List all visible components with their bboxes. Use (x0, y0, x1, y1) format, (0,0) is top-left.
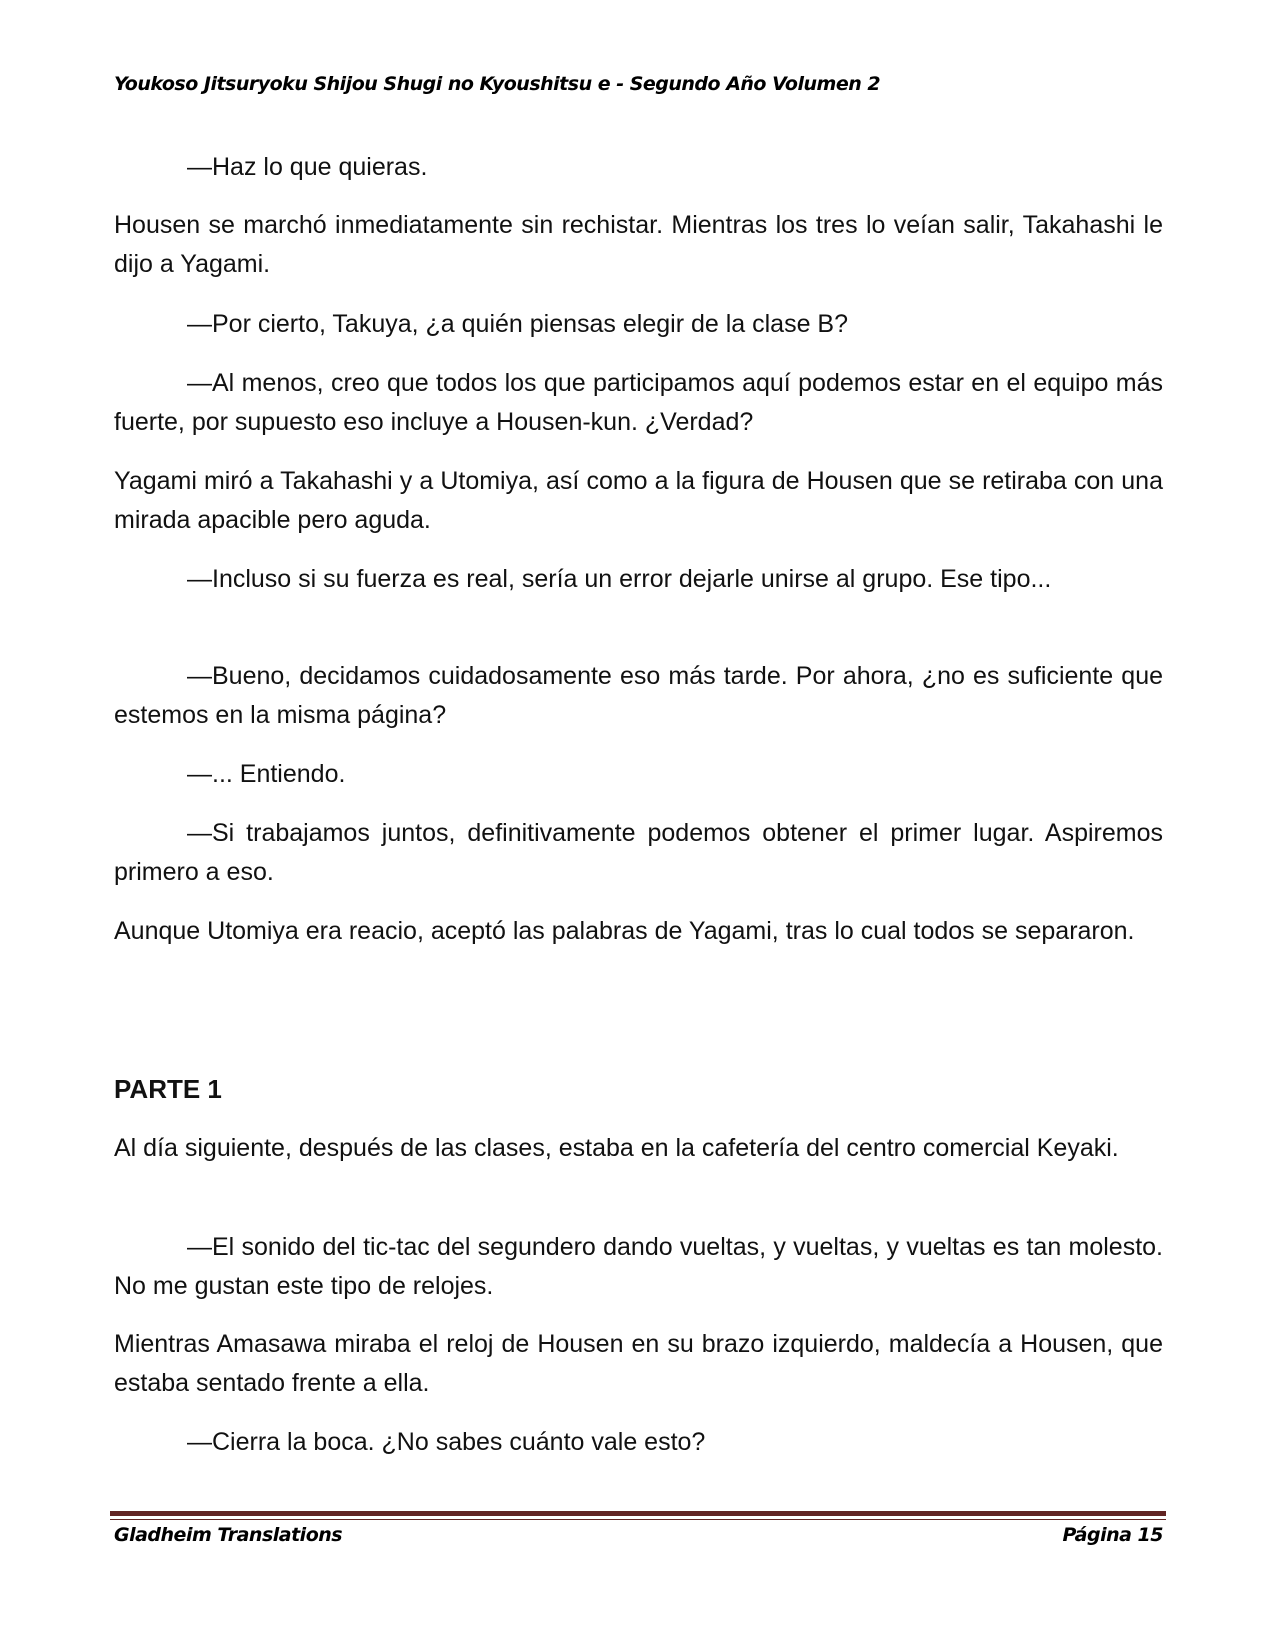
footer-publisher: Gladheim Translations (114, 1524, 343, 1546)
paragraph: Housen se marchó inmediatamente sin rechistar. Mientras los tres lo veían salir, Takahashi le dijo a Yagami. (114, 211, 1163, 278)
paragraph: —... Entiendo. (187, 760, 346, 788)
paragraph: —Cierra la boca. ¿No sabes cuánto vale esto? (187, 1428, 706, 1456)
paragraph: —Haz lo que quieras. (187, 153, 428, 181)
paragraph: —Si trabajamos juntos, definitivamente podemos obtener el primer lugar. Aspiremos primero a eso. (114, 819, 1163, 886)
paragraph: Al día siguiente, después de las clases, estaba en la cafetería del centro comercial Keyaki. (114, 1134, 1119, 1162)
footer-rule-thin (110, 1519, 1166, 1520)
running-header: Youkoso Jitsuryoku Shijou Shugi no Kyoushitsu e - Segundo Año Volumen 2 (114, 73, 881, 95)
paragraph: Yagami miró a Takahashi y a Utomiya, así como a la figura de Housen que se retiraba con una mirada apacible pero aguda. (114, 467, 1163, 534)
paragraph: —El sonido del tic-tac del segundero dando vueltas, y vueltas, y vueltas es tan molesto. No me gustan este tipo de relojes. (114, 1233, 1163, 1300)
paragraph: Mientras Amasawa miraba el reloj de Housen en su brazo izquierdo, maldecía a Housen, que estaba sentado frente a ella. (114, 1330, 1163, 1397)
footer-rule-thick (110, 1511, 1166, 1516)
footer-page-number: Página 15 (1062, 1524, 1163, 1546)
section-heading: PARTE 1 (114, 1074, 222, 1104)
paragraph: —Bueno, decidamos cuidadosamente eso más tarde. Por ahora, ¿no es suficiente que estemos en la misma página? (114, 662, 1163, 729)
paragraph: —Incluso si su fuerza es real, sería un error dejarle unirse al grupo. Ese tipo... (187, 565, 1052, 593)
paragraph: —Por cierto, Takuya, ¿a quién piensas elegir de la clase B? (187, 310, 849, 338)
paragraph: Aunque Utomiya era reacio, aceptó las palabras de Yagami, tras lo cual todos se separaron. (114, 917, 1135, 945)
paragraph: —Al menos, creo que todos los que participamos aquí podemos estar en el equipo más fuerte, por supuesto eso incluye a Housen-kun. ¿Verdad? (114, 369, 1163, 436)
